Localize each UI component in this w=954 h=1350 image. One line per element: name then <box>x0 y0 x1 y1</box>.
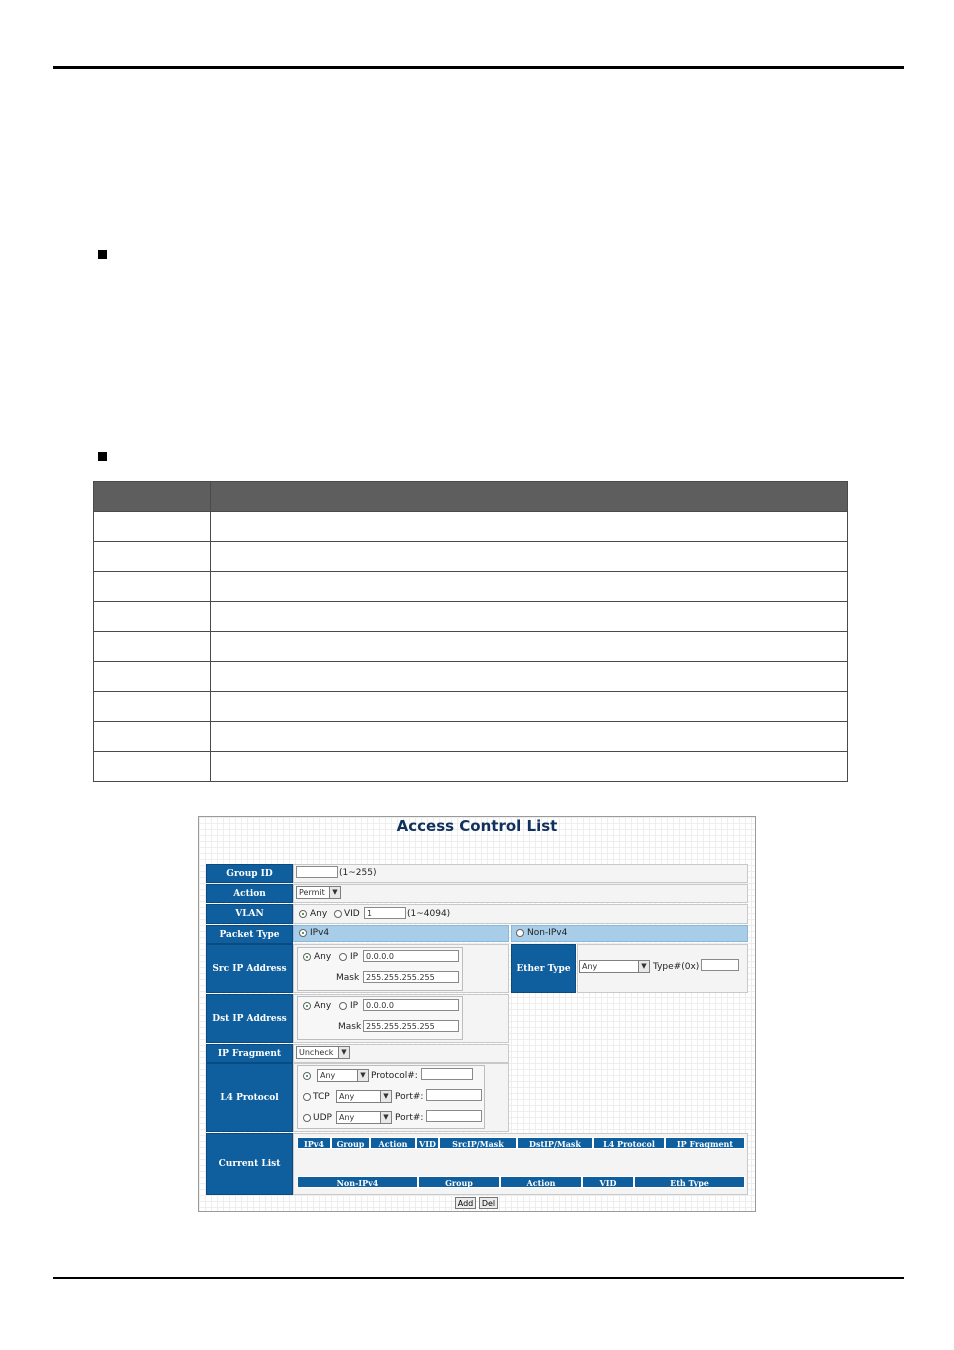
non-ipv4-ethtype-header: Eth Type <box>634 1176 745 1188</box>
vlan-vid-input[interactable]: 1 <box>364 907 406 919</box>
vlan-row <box>293 904 748 924</box>
table-row <box>94 572 848 602</box>
ether-type-label: Ether Type <box>511 944 576 993</box>
l4-udp-radio[interactable] <box>303 1114 311 1122</box>
l4-protocol-label: L4 Protocol <box>206 1063 293 1132</box>
table-row <box>94 542 848 572</box>
vlan-vid-label: VID <box>344 909 360 919</box>
l4-udp-port-label: Port#: <box>395 1113 424 1123</box>
bullet-square-icon <box>98 452 107 461</box>
chevron-down-icon: ▼ <box>338 1047 349 1058</box>
action-row <box>293 884 748 903</box>
bottom-rule <box>53 1277 904 1279</box>
src-any-radio[interactable] <box>303 953 311 961</box>
vlan-any-label: Any <box>310 909 328 919</box>
chevron-down-icon: ▼ <box>380 1091 391 1102</box>
non-ipv4-radio[interactable] <box>516 929 524 937</box>
dst-ip-input[interactable]: 0.0.0.0 <box>363 999 459 1011</box>
src-mask-input[interactable]: 255.255.255.255 <box>363 971 459 983</box>
l4-udp-select-value: Any <box>339 1113 355 1122</box>
l4-any-radio[interactable] <box>303 1072 311 1080</box>
ipv4-srcip-header: SrcIP/Mask <box>439 1137 517 1149</box>
group-id-input[interactable] <box>296 866 338 878</box>
ip-fragment-select[interactable] <box>296 1046 350 1059</box>
l4-udp-label: UDP <box>313 1113 332 1123</box>
table-row <box>94 752 848 782</box>
table-row <box>94 722 848 752</box>
ipv4-fragment-header: IP Fragment <box>665 1137 745 1149</box>
non-ipv4-header: Non-IPv4 <box>297 1176 418 1188</box>
bullet-square-icon <box>98 250 107 259</box>
src-ip-input[interactable]: 0.0.0.0 <box>363 950 459 962</box>
src-ip-option-label: IP <box>350 952 359 962</box>
chevron-down-icon: ▼ <box>638 961 649 972</box>
l4-any-select-value: Any <box>320 1071 336 1080</box>
l4-tcp-radio[interactable] <box>303 1093 311 1101</box>
src-any-label: Any <box>314 952 332 962</box>
top-rule <box>53 66 904 69</box>
action-select-value: Permit <box>299 888 325 897</box>
ipv4-radio[interactable] <box>299 929 307 937</box>
chevron-down-icon: ▼ <box>380 1112 391 1123</box>
ipv4-dstip-header: DstIP/Mask <box>517 1137 593 1149</box>
acl-screenshot <box>198 816 756 1212</box>
table-row <box>94 662 848 692</box>
l4-tcp-port-label: Port#: <box>395 1092 424 1102</box>
l4-protocol-number-label: Protocol#: <box>371 1071 418 1081</box>
l4-udp-select[interactable] <box>336 1111 392 1124</box>
table-header-row <box>94 482 848 512</box>
non-ipv4-label: Non-IPv4 <box>527 928 568 938</box>
packet-type-label: Packet Type <box>206 925 293 944</box>
vlan-vid-radio[interactable] <box>334 910 342 918</box>
non-ipv4-vid-header: VID <box>582 1176 634 1188</box>
description-table <box>93 481 848 782</box>
chevron-down-icon: ▼ <box>357 1070 368 1081</box>
del-button[interactable]: Del <box>479 1197 498 1209</box>
dst-any-label: Any <box>314 1001 332 1011</box>
dst-mask-input[interactable]: 255.255.255.255 <box>363 1020 459 1032</box>
ipv4-action-header: Action <box>370 1137 416 1149</box>
vlan-vid-range: (1~4094) <box>407 909 451 919</box>
ether-type-number-label: Type#(0x) <box>653 962 700 972</box>
ipv4-header: IPv4 <box>297 1137 331 1149</box>
l4-tcp-port-input[interactable] <box>426 1089 482 1101</box>
ip-fragment-label: IP Fragment <box>206 1044 293 1063</box>
l4-tcp-select[interactable] <box>336 1090 392 1103</box>
ether-type-select-value: Any <box>582 962 598 971</box>
non-ipv4-group-header: Group <box>418 1176 500 1188</box>
action-label: Action <box>206 884 293 903</box>
non-ipv4-action-header: Action <box>500 1176 582 1188</box>
l4-tcp-select-value: Any <box>339 1092 355 1101</box>
src-ip-label: Src IP Address <box>206 944 293 993</box>
page-title: Access Control List <box>396 817 558 835</box>
vlan-any-radio[interactable] <box>299 910 307 918</box>
dst-ip-label: Dst IP Address <box>206 994 293 1043</box>
src-mask-label: Mask <box>336 973 360 983</box>
group-id-label: Group ID <box>206 864 293 883</box>
add-button[interactable]: Add <box>455 1197 476 1209</box>
vlan-label: VLAN <box>206 904 293 924</box>
l4-tcp-label: TCP <box>313 1092 330 1102</box>
dst-any-radio[interactable] <box>303 1002 311 1010</box>
ipv4-label: IPv4 <box>310 928 330 938</box>
dst-mask-label: Mask <box>338 1022 362 1032</box>
dst-ip-option-label: IP <box>350 1001 359 1011</box>
dst-ip-radio[interactable] <box>339 1002 347 1010</box>
table-row <box>94 632 848 662</box>
group-id-range: (1~255) <box>339 868 377 878</box>
action-select[interactable] <box>296 886 341 899</box>
chevron-down-icon: ▼ <box>329 887 340 898</box>
ipv4-group-header: Group <box>331 1137 370 1149</box>
table-row <box>94 692 848 722</box>
src-ip-radio[interactable] <box>339 953 347 961</box>
ether-type-input[interactable] <box>701 959 739 971</box>
l4-any-select[interactable] <box>317 1069 369 1082</box>
ether-type-select[interactable] <box>579 960 650 973</box>
ipv4-vid-header: VID <box>416 1137 439 1149</box>
ipv4-l4-header: L4 Protocol <box>593 1137 665 1149</box>
table-row <box>94 602 848 632</box>
ip-fragment-select-value: Uncheck <box>299 1048 334 1057</box>
current-list-label: Current List <box>206 1133 293 1195</box>
l4-udp-port-input[interactable] <box>426 1110 482 1122</box>
l4-protocol-number-input[interactable] <box>421 1068 473 1080</box>
table-row <box>94 512 848 542</box>
